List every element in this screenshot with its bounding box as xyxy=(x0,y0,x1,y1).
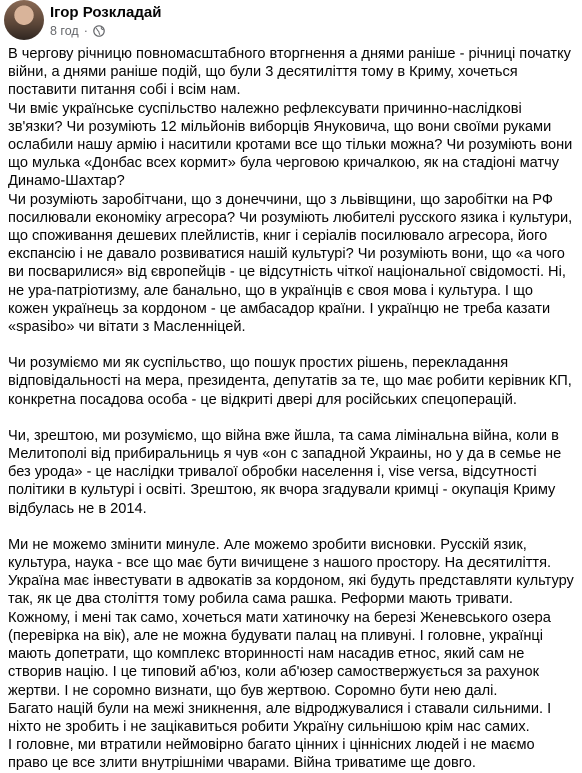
post-paragraph: Багато націй були на межі зникнення, але відроджувалися і ставали сильними. І ніхто не зробить і не зацікавиться робити Україну сильнішою крім нас самих. xyxy=(8,700,552,735)
post-paragraph: Чи розуміють заробітчани, що з донеччини, що з львівщини, що заробітки на РФ посилювали економіку агресора? Чи розуміють любителі русского язика і культури, що споживання дешевих плейлистів, книг і серіалів посилювало агресора, його експансію і не давало розвиватися нашій культурі? Чи розуміють вони, що «а чого ви посварилися» від європейців - це відсутність чіткої національної свідомості. Ні, не ура-патріотизму, але банально, що в українців є своя мова і культура. І що кожен українець за кордоном - це амбасадор країни. І українцю не треба казати «spasibo» чи вітати з Масленніцей. xyxy=(8,191,573,336)
globe-icon[interactable] xyxy=(93,25,105,37)
post-paragraph: Чи вміє українське суспільство належно рефлексувати причинно-наслідкові зв'язки? Чи розуміють 12 мільйонів виборців Януковича, що вони своїми руками ослабили нашу армію і наситили кротами все що тільки можна? Чи розуміють вони що мулька «Донбас всех кормит» була черговою кричалкою, як на стадіоні матчу Динамо-Шахтар? xyxy=(8,100,573,190)
post-paragraph: І головне, ми втратили неймовірно багато цінних і ціннісних людей і не маємо право це все злити внутрішніми чварами. Війна триватиме ще довго. xyxy=(8,737,535,772)
post-timestamp[interactable]: 8 год xyxy=(50,24,79,38)
post-paragraph: В чергову річницю повномасштабного вторгнення а днями раніше - річниці початку війни, а днями раніше подій, що були 3 десятиліття тому в Криму, хочеться поставити питання собі і всім нам. xyxy=(8,46,571,99)
post-paragraph: Чи розуміємо ми як суспільство, що пошук простих рішень, перекладання відповідальності на мера, президента, депутатів за те, що має робити керівник КП, конкретна посадова особа - це відкриті двері для російських спецоперацій. xyxy=(8,355,572,408)
post-paragraph: Чи, зрештою, ми розуміємо, що війна вже йшла, та сама лімінальна війна, коли в Мелитополі від прибиральниць я чув «он с западной Украины, но у да в семье не без урода» - це наслідки тривалої обробки населення і, vise versa, відсутності політики в культурі і освіті. Зрештою, як вчора згадували кримці - окупація Криму відбулась не в 2014. xyxy=(8,427,562,517)
post-meta xyxy=(50,24,105,38)
post-paragraph: Ми не можемо змінити минуле. Але можемо зробити висновки. Русскій язик, культура, наука - все що має бути вичищене з нашого простору. На десятиліття. Україна має інвестувати в адвокатів за кордоном, які будуть представляти культуру так, як це два століття тому робила сама рашка. Реформи мають тривати. Кожному, і мені так само, хочеться мати хатиночку на березі Женевського озера (перевірка на вік), але не можна будувати палац на пливуні. І головне, українці мають допетрати, що комплекс вторинності нам насадив етнос, який сам не створив націю. І це типовий аб'юз, коли аб'юзер самоствержується за рахунок жертви. І не соромно визнати, що був жертвою. Соромно бути нею далі. xyxy=(8,536,574,699)
post-header xyxy=(0,0,582,48)
post-body xyxy=(8,45,576,773)
avatar[interactable] xyxy=(4,0,44,40)
separator-dot: · xyxy=(83,24,88,38)
author-name[interactable]: Ігор Розкладай xyxy=(50,4,162,21)
